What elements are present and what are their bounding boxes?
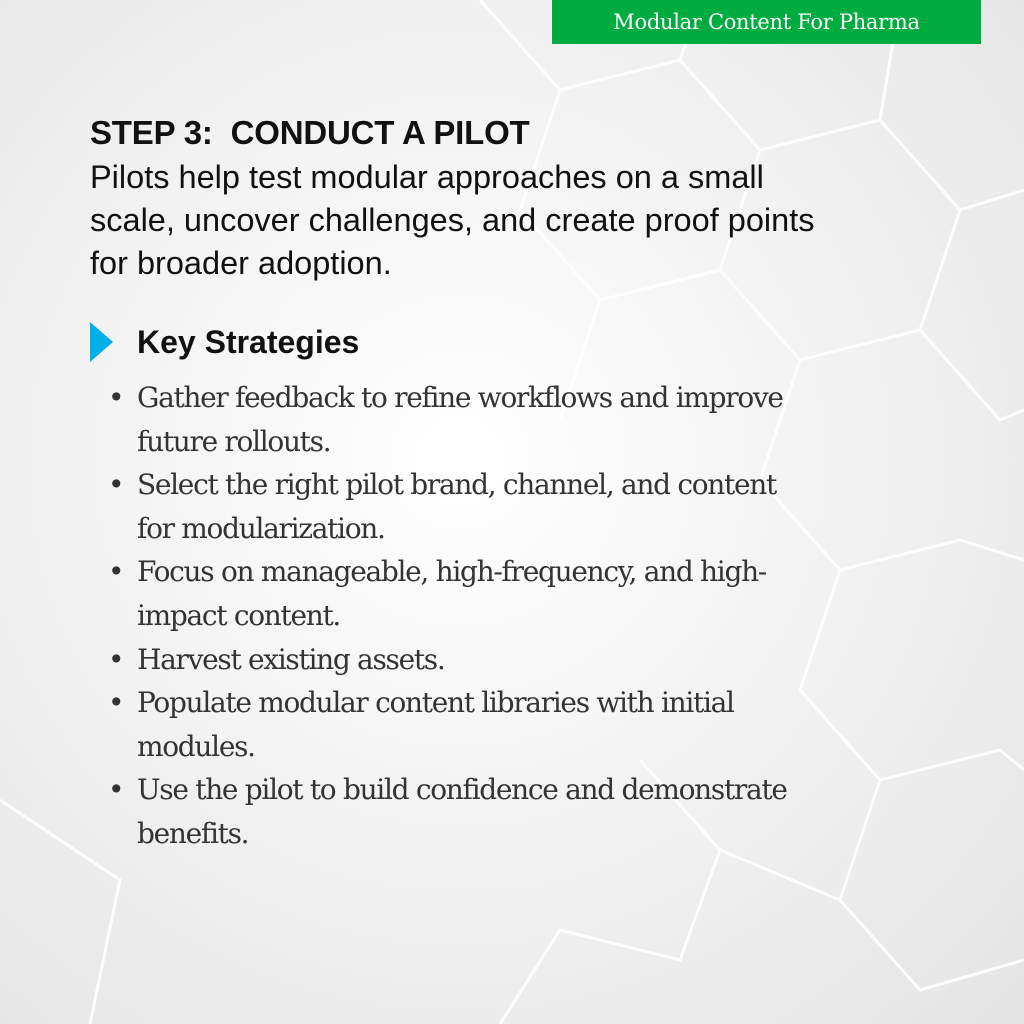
category-banner: Modular Content For Pharma [552, 0, 981, 44]
list-item-line: benefits. [137, 816, 249, 850]
list-item-line: Gather feedback to refine workflows and improve [137, 381, 783, 414]
section-heading-text: Key Strategies [137, 323, 360, 360]
list-item [108, 376, 787, 463]
intro-paragraph [90, 156, 970, 285]
list-item-line: Focus on manageable, high-frequency, and high- [137, 555, 766, 589]
bullet-icon: • [108, 773, 124, 807]
intro-line: Pilots help test modular approaches on a small [90, 159, 764, 195]
section-heading [90, 322, 359, 362]
list-item [108, 550, 787, 637]
page-title: STEP 3: CONDUCT A PILOT [90, 114, 530, 151]
bullet-icon: • [108, 686, 124, 720]
list-item [108, 463, 787, 550]
list-item-line: future rollouts. [137, 424, 331, 458]
strategy-list [108, 376, 787, 856]
list-item-line: Populate modular content libraries with initial [137, 686, 734, 720]
list-item-line: modules. [137, 729, 255, 763]
list-item-line: impact content. [137, 598, 341, 632]
triangle-bullet-icon [90, 322, 113, 362]
bullet-icon: • [108, 468, 124, 502]
list-item [108, 681, 787, 768]
list-item-line: Use the pilot to build confidence and demonstrate [137, 773, 787, 807]
bullet-icon: • [108, 642, 124, 676]
list-item [108, 768, 787, 855]
list-item-line: Select the right pilot brand, channel, and content [137, 468, 776, 502]
bullet-icon: • [108, 555, 124, 589]
list-item [108, 638, 787, 682]
list-item-line: for modularization. [137, 511, 385, 545]
list-item-line: Harvest existing assets. [137, 642, 445, 676]
bullet-icon: • [108, 381, 124, 414]
intro-line: scale, uncover challenges, and create proof points [90, 202, 815, 238]
intro-line: for broader adoption. [90, 245, 392, 281]
